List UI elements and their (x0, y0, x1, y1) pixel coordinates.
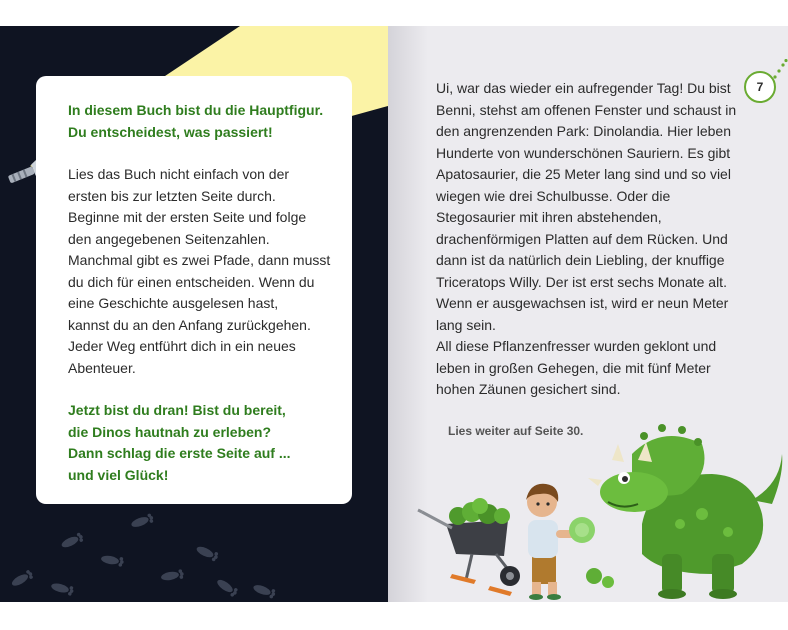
intro-closing-line: Dann schlag die erste Seite auf ... (68, 445, 291, 461)
story-line: Triceratops Willy. Der ist erst sechs Monate alt. (436, 273, 727, 290)
dotted-trail-decoration (773, 59, 788, 79)
story-line: All diese Pflanzenfresser wurden geklont und (436, 338, 717, 354)
continue-link[interactable]: Lies weiter auf Seite 30. (448, 424, 584, 438)
intro-body-line: Lies das Buch nicht einfach von der (68, 166, 290, 182)
story-text (436, 78, 746, 401)
intro-body-line: du dich für einen entscheiden. Wenn du (68, 273, 315, 290)
story-line: hohen Zäunen gesichert sind. (436, 381, 621, 397)
left-page (0, 26, 388, 602)
intro-card (36, 76, 352, 504)
intro-body-line: Jeder Weg entführt dich in ein neues (68, 338, 296, 354)
intro-body-line: kannst du an den Anfang zurückgehen. (68, 316, 311, 333)
story-line: Stegosaurier mit ihren abstehenden, (436, 209, 662, 225)
story-line: Wenn er ausgewachsen ist, wird er neun Meter (436, 295, 729, 311)
boy-figure (526, 484, 595, 600)
intro-body-line: Abenteuer. (68, 359, 136, 376)
intro-body-line: ersten bis zur letzten Seite durch. (68, 187, 276, 204)
triceratops-figure (588, 424, 782, 599)
story-line: drachenförmigen Platten auf dem Rücken. Und (436, 230, 728, 247)
intro-lead-line: Du entscheidest, was passiert! (68, 123, 273, 140)
story-line: Benni, stehst am offenen Fenster und schaust in (436, 101, 737, 118)
intro-body-line: den angegebenen Seitenzahlen. (68, 230, 270, 247)
story-line: dann ist da natürlich dein Liebling, der knuffige (436, 252, 725, 268)
intro-lead (68, 100, 332, 143)
book-spread (0, 26, 788, 602)
intro-closing-line: und viel Glück! (68, 466, 169, 483)
intro-body-line: Manchmal gibt es zwei Pfade, dann musst (68, 252, 331, 268)
story-line: wiegen wie drei Schulbusse. Oder die (436, 187, 671, 204)
intro-body-line: eine Geschichte ausgelesen hast, (68, 295, 279, 311)
intro-closing-line: die Dinos hautnah zu erleben? (68, 423, 272, 440)
footprints-decoration (0, 506, 388, 602)
story-line: Ui, war das wieder ein aufregender Tag! Du bist (436, 80, 731, 96)
intro-body-line: Beginne mit der ersten Seite und folge (68, 209, 307, 225)
intro-closing (68, 400, 332, 486)
story-line: Apatosaurier, die 25 Meter lang sind und so viel (436, 166, 731, 182)
wheelbarrow-icon (418, 498, 520, 596)
page-number-badge: 7 (744, 71, 776, 103)
intro-lead-line: In diesem Buch bist du die Hauptfigur. (68, 102, 324, 118)
story-line: den angrenzenden Park: Dinolandia. Hier leben (436, 123, 731, 139)
boy-and-triceratops-illustration (412, 404, 788, 602)
intro-body (68, 164, 332, 379)
intro-closing-line: Jetzt bist du dran! Bist du bereit, (68, 402, 286, 418)
right-page (388, 26, 788, 602)
story-line: Hunderte von wunderschönen Sauriern. Es gibt (436, 144, 731, 161)
story-line: lang sein. (436, 316, 496, 333)
story-line: leben in großen Gehegen, die mit fünf Meter (436, 359, 711, 376)
